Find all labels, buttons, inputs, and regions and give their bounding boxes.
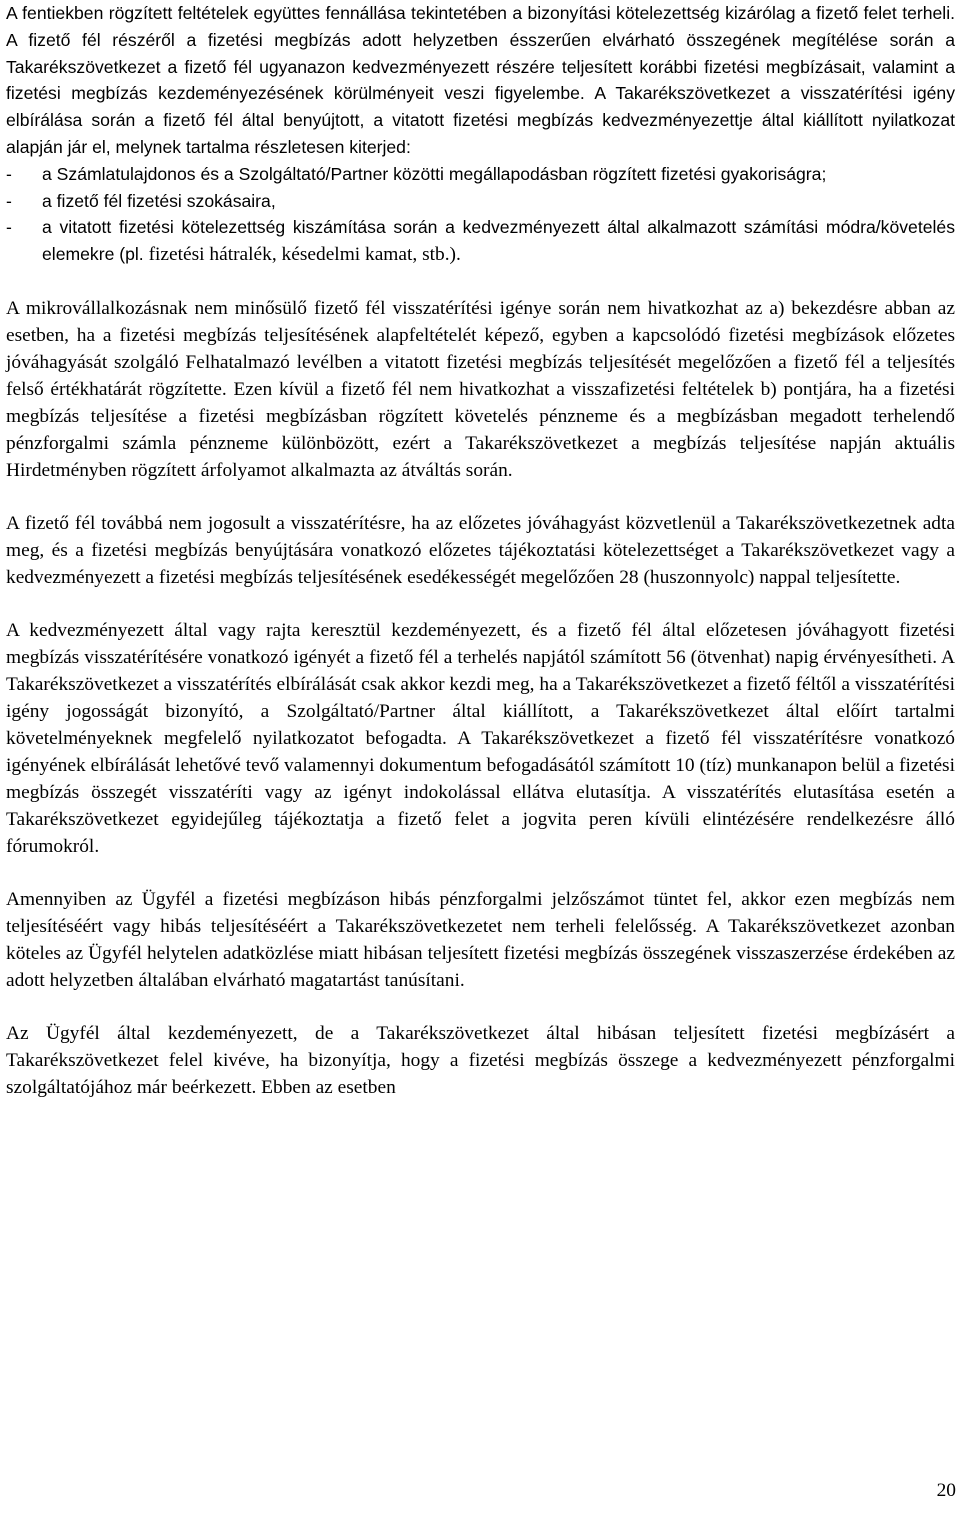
list-item-text: a vitatott fizetési kötelezettség kiszámítása során a kedvezményezett által alkalmazott számítási módra/követelés elemekre (pl. xyxy=(42,217,955,265)
paragraph-faulty-execution: Az Ügyfél által kezdeményezett, de a Takarékszövetkezet által hibásan teljesített fizetési megbízásért a Takarékszövetkezet felel kivéve, ha bizonyítja, hogy a fizetési megbízás összege a kedvezményezett pénzforgalmi szolgáltatójához már beérkezett. Ebben az esetben xyxy=(6,1022,955,1098)
list-dash: - xyxy=(6,163,12,184)
document-page xyxy=(6,0,955,1101)
paragraph-burden-of-proof xyxy=(6,0,955,161)
criteria-list xyxy=(6,161,955,269)
page-number: 20 xyxy=(936,1480,956,1501)
list-item-text: a fizető fél fizetési szokásaira, xyxy=(42,190,276,211)
list-item-text-tail: fizetési hátralék, késedelmi kamat, stb.). xyxy=(148,244,461,266)
list-item-text: a Számlatulajdonos és a Szolgáltató/Partner közötti megállapodásban rögzített fizetési gyakoriságra; xyxy=(42,163,827,184)
list-item xyxy=(6,161,955,188)
paragraph-microenterprise: A mikrovállalkozásnak nem minősülő fizető fél visszatérítési igénye során nem hivatkozhat az a) bekezdésre abban az esetben, ha a fizetési megbízás teljesítésének alapfeltételét képező, egyben a kapcsolódó fizetési megbízások előzetes jóváhagyását szolgáló Felhatalmazó levélben a vitatott fizetési megbízás teljesítését megelőzően a fizető fél a teljesítés felső értékhatárát rögzítette. Ezen kívül a fizető fél nem hivatkozhat a visszafizetési feltételek b) pontjára, ha a fizetési megbízás teljesítése a fizetési megbízásban rögzített követelés pénzneme és a megbízásban megadott terhelendő pénzforgalmi számla pénzneme különbözött, ezért a Takarékszövetkezet a megbízás teljesítése napján aktuális Hirdetményben rögzített árfolyamot alkalmazta az átváltás során. xyxy=(6,297,955,481)
list-item xyxy=(6,188,955,215)
list-item xyxy=(6,214,955,269)
paragraph-no-refund: A fizető fél továbbá nem jogosult a visszatérítésre, ha az előzetes jóváhagyást közvetlenül a Takarékszövetkezetnek adta meg, és a fizetési megbízás benyújtására vonatkozó előzetes tájékoztatási kötelezettséget a Takarékszövetkezet vagy a kedvezményezett a fizetési megbízás teljesítésének esedékességét megelőzően 28 (huszonnyolc) nappal teljesítette. xyxy=(6,512,955,588)
paragraph-refund-claim: A kedvezményezett által vagy rajta keresztül kezdeményezett, és a fizető fél által előzetesen jóváhagyott fizetési megbízás visszatérítésére vonatkozó igényét a fizető fél a terhelés napjától számított 56 (ötvenhat) napig érvényesítheti. A Takarékszövetkezet a visszatérítés elbírálását csak akkor kezdi meg, ha a Takarékszövetkezet a fizető féltől a visszatérítési igény jogosságát bizonyító, a Szolgáltató/Partner által kiállított, a Takarékszövetkezet által előírt tartalmi követelményeknek megfelelő nyilatkozatot befogadta. A Takarékszövetkezet a fizető fél visszatérítésre vonatkozó igényének elbírálását lehetővé tevő valamennyi dokumentum befogadásától számított 10 (tíz) munkanapon belül a fizetési megbízás összegét visszatéríti vagy az igényt indokolással ellátva elutasítja. A visszatérítés elutasítása esetén a Takarékszövetkezet egyidejűleg tájékoztatja a fizető felet a jogvita peren kívüli elintézésére rendelkezésre álló fórumokról. xyxy=(6,619,955,857)
paragraph-wrong-account-number: Amennyiben az Ügyfél a fizetési megbízáson hibás pénzforgalmi jelzőszámot tüntet fel, akkor ezen megbízás nem teljesítéséért vagy hibás teljesítéséért a Takarékszövetkezetet nem terheli felelősség. A Takarékszövetkezet azonban köteles az Ügyfél helytelen adatközlése miatt hibásan teljesített fizetési megbízás összegének visszaszerzése érdekében az adott helyzetben általában elvárható magatartást tanúsítani. xyxy=(6,888,955,991)
list-dash: - xyxy=(6,190,12,211)
list-dash: - xyxy=(6,217,12,238)
paragraph-text: A fentiekben rögzített feltételek együttes fennállása tekintetében a bizonyítási kötelezettség kizárólag a fizető felet terheli. A fizető fél részéről a fizetési megbízás adott helyzetben ésszerűen elvárható összegének megítélése során a Takarékszövetkezet a fizető fél ugyanazon kedvezményezett részére teljesített korábbi fizetési megbízásait, valamint a fizetési megbízás kezdeményezésének körülményeit veszi figyelembe. A Takarékszövetkezet a visszatérítési igény elbírálása során a fizető fél által benyújtott, a vitatott fizetési megbízás kedvezményezettje által kiállított nyilatkozat alapján jár el, melynek tartalma részletesen kiterjed: xyxy=(6,3,955,157)
